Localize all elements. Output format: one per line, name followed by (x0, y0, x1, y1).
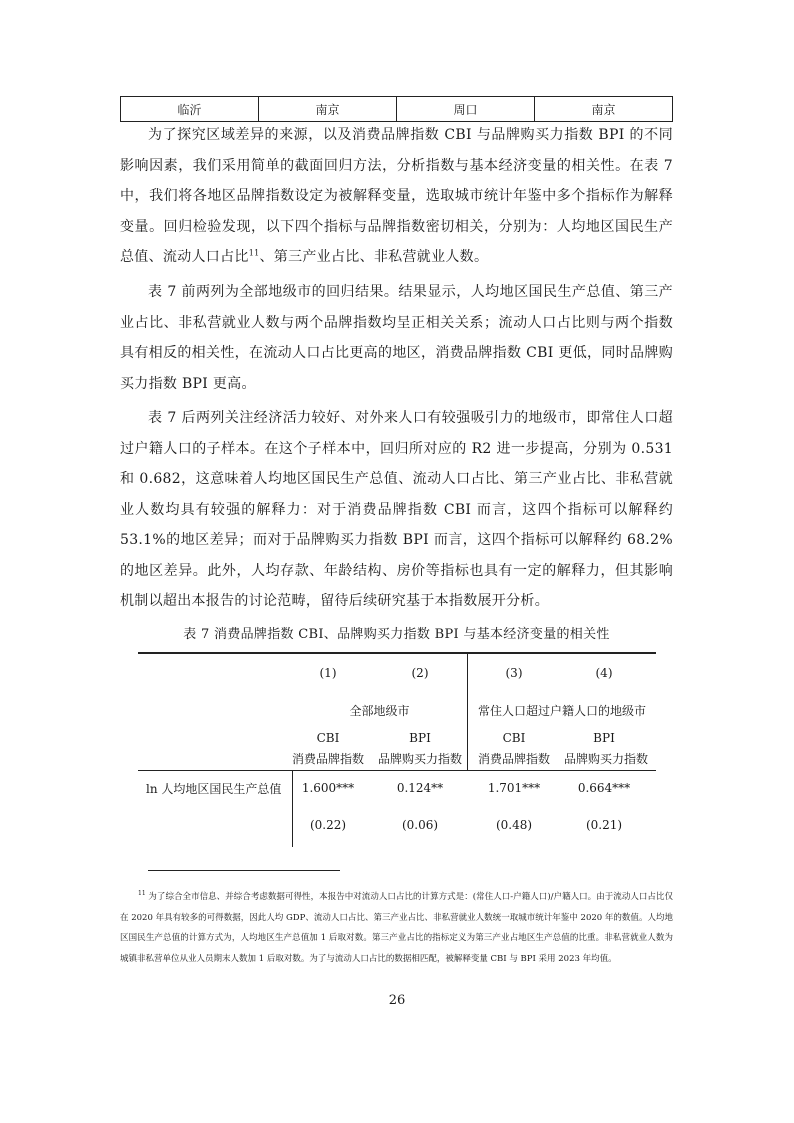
footnote (120, 887, 673, 969)
column-number: (4) (595, 666, 613, 680)
standard-error: (0.21) (585, 818, 623, 832)
body-paragraph: 表 7 前两列为全部地级市的回归结果。结果显示，人均地区国民生产总值、第三产业占比、非私营就业人数与两个品牌指数均呈正相关关系；流动人口占比则与两个指数具有相反的相关性，在流动人口占比更高的地区，消费品牌指数 CBI 更低，同时品牌购买力指数 BPI 更高。 (120, 284, 673, 392)
column-abbreviation: CBI (502, 731, 526, 745)
header-bottom-rule (138, 770, 656, 771)
column-group-label: 常住人口超过户籍人口的地级市 (477, 704, 646, 718)
coefficient-value: 0.664*** (577, 781, 631, 795)
row-label: ln 人均地区国民生产总值 (146, 782, 282, 796)
column-abbreviation: CBI (316, 731, 340, 745)
footnote-text: 为了综合全市信息、并综合考虑数据可得性，本报告中对流动人口占比的计算方式是：(常住人口-户籍人口)/户籍人口。由于流动人口占比仅在 2020 年具有较多的可得数据，因此人均 GDP、流动人口占比、第三产业占比、非私营就业人数统一取城市统计年鉴中 2020 年的数值。人均地区国民生产总值的计算方式为，人均地区生产总值加 1 后取对数。第三产业占比的指标定义为第三产业占地区生产总值的比重。非私营就业人数为城镇非私营单位从业人员期末人数加 1 后取对数。为了与流动人口占比的数据相匹配，被解释变量 CBI 与 BPI 采用 2023 年均值。 (120, 892, 674, 964)
paragraph-text: 为了探究区域差异的来源，以及消费品牌指数 CBI 与品牌购买力指数 BPI 的不同影响因素，我们采用简单的截面回归方法，分析指数与基本经济变量的相关性。在表 7 中，我们将各地区品牌指数设定为被解释变量，选取城市统计年鉴中多个指标作为解释变量。回归检验发现，以下四个指标与品牌指数密切相关，分别为：人均地区国民生产总值、流动人口占比 (120, 127, 673, 265)
coefficient-value: 1.600*** (301, 781, 355, 795)
column-number: (3) (505, 666, 523, 680)
regression-table (138, 652, 656, 847)
column-name: 消费品牌指数 (477, 752, 550, 766)
column-abbreviation: BPI (409, 731, 431, 745)
standard-error: (0.06) (401, 818, 439, 832)
body-paragraph: 表 7 后两列关注经济活力较好、对外来人口有较强吸引力的地级市，即常住人口超过户籍人口的子样本。在这个子样本中，回归所对应的 R2 进一步提高，分别为 0.531 和 0.682，这意味着人均地区国民生产总值、流动人口占比、第三产业占比、非私营就业人数均具有较强的解释力：对于消费品牌指数 CBI 而言，这四个指标可以解释约 53.1%的地区差异；而对于品牌购买力指数 BPI 而言，这四个指标可以解释约 68.2%的地区差异。此外，人均存款、年龄结构、房价等指标也具有一定的解释力，但其影响机制以超出本报告的讨论范畴，留待后续研究基于本指数展开分析。 (120, 410, 673, 609)
column-abbreviation: BPI (593, 731, 615, 745)
paragraph-text: 、第三产业占比、非私营就业人数。 (259, 249, 489, 265)
continued-table-row (120, 96, 673, 122)
coefficient-value: 1.701*** (487, 781, 541, 795)
table-cell: 周口 (396, 97, 534, 121)
table-cell: 南京 (258, 97, 396, 121)
standard-error: (0.22) (309, 818, 347, 832)
footnote-reference[interactable]: 11 (248, 248, 260, 258)
body-paragraph (120, 120, 673, 273)
column-number: (1) (319, 666, 337, 680)
column-name: 品牌购买力指数 (377, 752, 462, 766)
column-name: 消费品牌指数 (291, 752, 364, 766)
column-number: (2) (411, 666, 429, 680)
footnote-separator (148, 870, 340, 871)
coefficient-value: 0.124** (396, 781, 444, 795)
column-name: 品牌购买力指数 (563, 752, 648, 766)
footnote-mark: 11 (138, 890, 146, 898)
table-cell: 临沂 (177, 102, 202, 117)
standard-error: (0.48) (495, 818, 533, 832)
column-group-label: 全部地级市 (349, 704, 410, 718)
table-top-rule (138, 652, 656, 654)
table-caption: 表 7 消费品牌指数 CBI、品牌购买力指数 BPI 与基本经济变量的相关性 (183, 627, 610, 642)
page-number: 26 (388, 993, 406, 1008)
table-cell: 南京 (534, 97, 672, 121)
